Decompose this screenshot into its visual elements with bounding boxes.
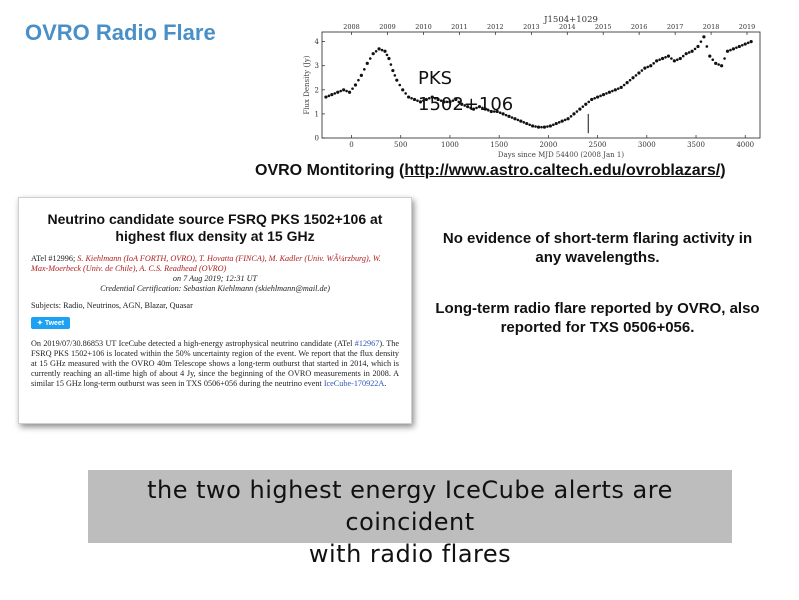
data-point: [558, 121, 561, 124]
atel-body-text-3: .: [384, 379, 387, 388]
data-point: [690, 50, 693, 53]
data-point: [744, 42, 747, 45]
data-point: [735, 46, 738, 49]
atel-authors[interactable]: S. Kiehlmann (IoA FORTH, OVRO), T. Hovatta (FINCA), M. Kadler (Univ. WÃ¼rzburg), W. Max-Moerbeck (Univ. de Chile), A. C.S. Readhead (OVRO): [31, 254, 381, 273]
data-point: [670, 57, 673, 60]
data-point: [351, 87, 354, 90]
data-point: [732, 47, 735, 50]
source-name-label: [418, 66, 513, 118]
data-point: [582, 105, 585, 108]
data-point: [661, 57, 664, 60]
data-point: [330, 93, 333, 96]
data-point: [360, 74, 363, 77]
data-point: [694, 48, 697, 51]
data-point: [631, 76, 634, 79]
data-point: [333, 92, 336, 95]
data-point: [696, 45, 699, 48]
data-point: [708, 54, 711, 57]
data-point: [546, 125, 549, 128]
data-point: [576, 110, 579, 113]
data-point: [513, 117, 516, 120]
data-point: [682, 55, 685, 58]
data-point: [626, 81, 629, 84]
flux-density-chart: [300, 10, 770, 165]
data-point: [667, 54, 670, 57]
data-point: [324, 95, 327, 98]
top-tick-label: 2012: [487, 23, 504, 31]
x-tick-label: 3000: [637, 141, 656, 149]
data-point: [395, 79, 398, 82]
data-point: [375, 50, 378, 53]
data-point: [700, 40, 703, 43]
data-point: [336, 91, 339, 94]
data-point: [596, 95, 599, 98]
data-point: [383, 50, 386, 53]
data-point: [729, 49, 732, 52]
y-tick-label: 4: [314, 38, 319, 47]
top-tick-label: 2017: [666, 23, 684, 31]
y-tick-label: 2: [314, 86, 319, 95]
y-tick-label: 3: [314, 62, 319, 71]
data-point: [531, 124, 534, 127]
data-point: [608, 91, 611, 94]
data-point: [566, 117, 569, 120]
data-point: [534, 125, 537, 128]
monitoring-suffix: ): [720, 162, 726, 179]
atel-number: ATel #12996;: [31, 254, 76, 263]
data-point: [643, 67, 646, 70]
x-tick-label: 1000: [441, 141, 459, 149]
source-name-line2: 1502+106: [418, 94, 514, 115]
data-point: [590, 98, 593, 101]
data-point: [348, 91, 351, 94]
tweet-button[interactable]: [31, 317, 70, 329]
data-point: [377, 47, 380, 50]
data-point: [655, 59, 658, 62]
data-point: [342, 88, 345, 91]
data-point: [723, 57, 726, 60]
data-point: [407, 95, 410, 98]
twitter-bird-icon: ✦: [37, 320, 45, 327]
data-point: [561, 120, 564, 123]
atel-title: Neutrino candidate source FSRQ PKS 1502+106 at highest flux density at 15 GHz: [47, 211, 383, 244]
tweet-label: Tweet: [44, 320, 65, 327]
top-tick-label: 2011: [451, 23, 468, 31]
monitoring-caption: [255, 162, 799, 180]
data-point: [390, 63, 393, 66]
data-point: [620, 86, 623, 89]
data-point: [366, 62, 369, 65]
data-point: [345, 90, 348, 93]
atel-link-12967[interactable]: #12967: [354, 339, 380, 348]
top-tick-label: 2010: [415, 23, 432, 31]
data-point: [717, 63, 720, 66]
data-point: [401, 88, 404, 91]
data-point: [394, 74, 397, 77]
atel-link-icecube[interactable]: IceCube-170922A: [323, 379, 385, 388]
data-point: [685, 52, 688, 55]
slide-title: OVRO Radio Flare: [25, 20, 216, 45]
x-tick-label: 4000: [736, 141, 755, 149]
data-point: [720, 64, 723, 67]
atel-body-text-1: On 2019/07/30.86853 UT IceCube detected a high-energy astrophysical neutrino candidate (ATel: [31, 339, 355, 348]
atel-body-text-2: ). The FSRQ PKS 1502+106 is located within the 50% uncertainty region of the event. We report that the flux density at 15 GHz measured with the OVRO 40m Telescope shows a long-term outburst that started in 2014, which is currently reaching an all-time high of about 4 Jy, since the beginning of the OVRO measurements in 2008. A similar 15 GHz long-term outburst was seen in TXS 0506+056 during the neutrino event: [31, 339, 399, 388]
data-point: [637, 71, 640, 74]
note-no-short-term-flaring: No evidence of short-term flaring activity in any wavelengths.: [442, 230, 753, 266]
source-name-line1: PKS: [418, 68, 453, 89]
atel-subjects: Subjects: Radio, Neutrinos, AGN, Blazar, Quasar: [31, 301, 193, 310]
data-point: [641, 69, 644, 72]
x-tick-label: 1500: [490, 141, 509, 149]
top-tick-label: 2014: [559, 23, 576, 31]
data-point: [552, 123, 555, 126]
data-point: [387, 57, 390, 60]
data-point: [629, 79, 632, 82]
data-point: [578, 107, 581, 110]
footer-line1: the two highest energy IceCube alerts are coincident: [147, 476, 673, 536]
data-point: [652, 62, 655, 65]
y-tick-label: 0: [314, 134, 319, 143]
data-point: [617, 87, 620, 90]
data-point: [410, 97, 413, 100]
data-point: [658, 58, 661, 61]
data-point: [517, 119, 520, 122]
data-point: [537, 126, 540, 129]
x-tick-label: 2000: [539, 141, 558, 149]
data-point: [587, 101, 590, 104]
data-point: [372, 52, 375, 55]
top-tick-label: 2015: [594, 23, 612, 31]
data-point: [741, 44, 744, 47]
data-point: [611, 90, 614, 93]
data-point: [404, 92, 407, 95]
monitoring-link[interactable]: http://www.astro.caltech.edu/ovroblazars/: [404, 162, 721, 179]
data-point: [664, 56, 667, 59]
data-point: [593, 97, 596, 100]
data-point: [702, 35, 705, 38]
data-point: [391, 69, 394, 72]
y-axis-label: Flux Density (Jy): [303, 55, 311, 115]
data-point: [635, 74, 638, 77]
data-point: [363, 68, 366, 71]
data-point: [369, 57, 372, 60]
data-point: [706, 45, 709, 48]
x-axis-label: Days since MJD 54400 (2008 Jan 1): [497, 151, 625, 159]
atel-screenshot: [18, 197, 412, 424]
data-point: [623, 84, 626, 87]
data-point: [543, 126, 546, 129]
data-point: [519, 120, 522, 123]
data-point: [747, 42, 750, 45]
x-tick-label: 3500: [687, 141, 705, 149]
data-point: [398, 84, 401, 87]
data-point: [354, 83, 357, 86]
chart-title: J1504+1029: [544, 15, 598, 25]
data-point: [688, 51, 691, 54]
data-point: [649, 64, 652, 67]
data-point: [564, 119, 567, 122]
monitoring-prefix: OVRO Montitoring (: [255, 162, 405, 179]
data-point: [525, 122, 528, 125]
data-point: [605, 92, 608, 95]
data-point: [549, 124, 552, 127]
footer-statement: [88, 474, 732, 570]
data-point: [328, 95, 331, 98]
atel-date: on 7 Aug 2019; 12:31 UT: [172, 274, 258, 283]
atel-credential: Credential Certification: Sebastian Kiehlmann (skiehlmann@mail.de): [100, 284, 330, 293]
data-point: [676, 58, 679, 61]
data-point: [522, 121, 525, 124]
data-point: [528, 123, 531, 126]
data-point: [646, 66, 649, 69]
data-point: [614, 88, 617, 91]
atel-body: [31, 339, 399, 389]
top-tick-label: 2009: [379, 23, 396, 31]
top-tick-label: 2008: [343, 23, 360, 31]
data-point: [711, 58, 714, 61]
data-point: [386, 54, 389, 57]
x-tick-label: 500: [394, 141, 408, 149]
data-point: [679, 57, 682, 60]
data-point: [357, 79, 360, 82]
data-point: [381, 49, 384, 52]
footer-line2: with radio flares: [308, 540, 512, 568]
top-tick-label: 2019: [738, 23, 756, 31]
top-tick-label: 2013: [523, 23, 540, 31]
data-point: [570, 115, 573, 118]
top-tick-label: 2018: [702, 23, 720, 31]
data-point: [339, 90, 342, 93]
data-point: [602, 93, 605, 96]
data-point: [540, 126, 543, 129]
data-point: [750, 40, 753, 43]
atel-meta: [31, 254, 399, 294]
data-point: [572, 112, 575, 115]
light-curve-svg: [300, 10, 770, 165]
x-tick-label: 2500: [588, 141, 607, 149]
x-tick-label: 0: [349, 141, 354, 149]
note-long-term-flare: Long-term radio flare reported by OVRO, also reported for TXS 0506+056.: [435, 300, 760, 336]
top-tick-label: 2016: [630, 23, 648, 31]
data-point: [714, 62, 717, 65]
data-point: [413, 98, 416, 101]
data-point: [584, 103, 587, 106]
data-point: [599, 95, 602, 98]
data-point: [555, 122, 558, 125]
data-point: [726, 50, 729, 53]
data-point: [673, 59, 676, 62]
data-point: [738, 45, 741, 48]
y-tick-label: 1: [314, 110, 319, 119]
